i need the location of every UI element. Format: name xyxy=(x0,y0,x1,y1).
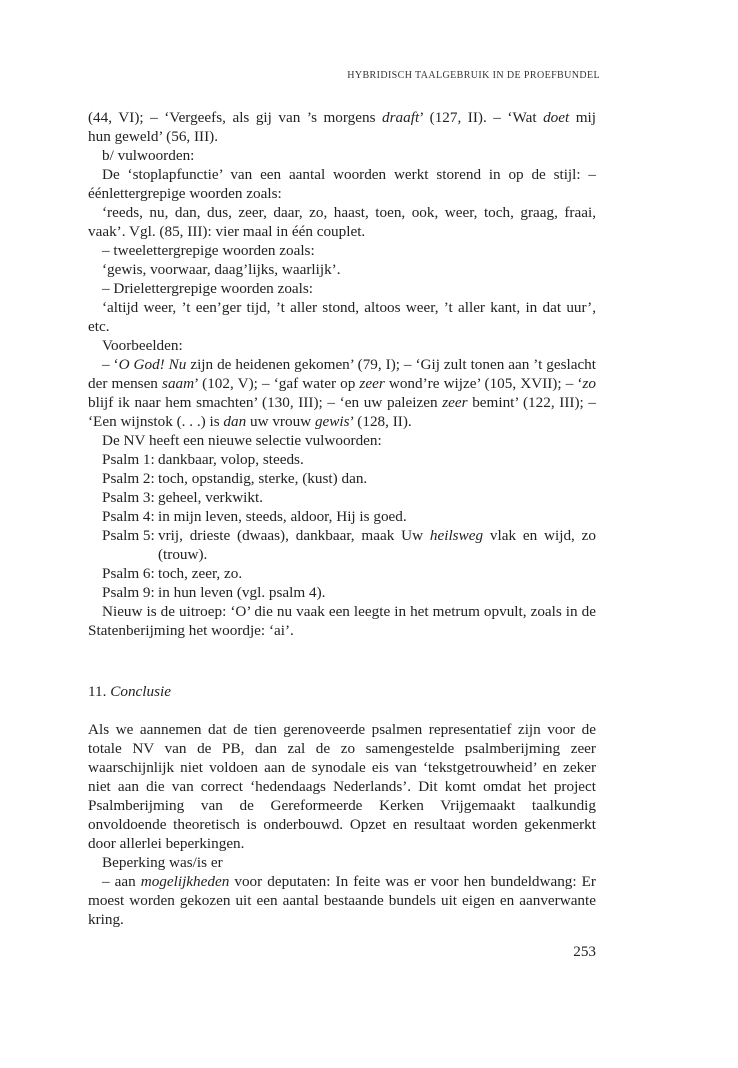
bisyllabic-heading: – tweelettergrepige woorden zoals: xyxy=(102,242,315,259)
psalm-italic: heilsweg xyxy=(429,527,484,544)
section-heading xyxy=(88,682,171,701)
paragraph-stoplap: De ‘stoplapfunctie’ van een aantal woorden werkt storend in op de stijl: – éénlettergrepige woorden zoals: xyxy=(88,166,596,202)
nv-intro: De NV heeft een nieuwe selectie vulwoorden: xyxy=(102,432,382,449)
example-text: wond’re wijze’ (105, XVII); – ‘ xyxy=(384,375,583,392)
example-text: zijn de heidenen gekomen’ (79, I); – ‘Gij zult tonen aan ’t geslacht der mensen xyxy=(88,356,596,392)
citation-text: mij xyxy=(569,109,596,126)
psalm-label: Psalm 9: xyxy=(102,584,155,601)
psalm-words: geheel, verkwikt. xyxy=(158,489,264,506)
example-text: ’ (102, V); – ‘gaf water op xyxy=(194,375,360,392)
psalm-words: dankbaar, volop, steeds. xyxy=(158,451,304,468)
citation-italic: doet xyxy=(543,109,570,126)
restriction-italic: mogelijkheden xyxy=(140,873,230,890)
psalm-label: Psalm 5: xyxy=(102,527,155,544)
psalm-words: in mijn leven, steeds, aldoor, Hij is goed. xyxy=(158,508,407,525)
restriction-text: voor deputaten: In feite was er voor hen bundeldwang: Er moest worden gekozen uit een aantal bestaande bundels uit eigen en aanverwante kring. xyxy=(88,873,596,928)
example-italic: zeer xyxy=(442,394,468,411)
body-text-conclusion xyxy=(88,720,596,929)
psalm-row xyxy=(88,526,596,564)
page-number: 253 xyxy=(573,943,596,960)
restriction-text: – aan xyxy=(102,873,141,890)
examples-heading: Voorbeelden: xyxy=(102,337,183,354)
citation-line xyxy=(88,108,596,127)
psalm-row xyxy=(88,488,596,507)
psalm-words: toch, opstandig, sterke, (kust) dan. xyxy=(158,470,368,487)
psalm-row xyxy=(88,583,596,602)
psalm-words: toch, zeer, zo. xyxy=(158,565,243,582)
psalm-words: in hun leven (vgl. psalm 4). xyxy=(158,584,326,601)
conclusion-paragraph: Als we aannemen dat de tien gerenoveerde psalmen representatief zijn voor de totale NV van de PB, dan zal de zo samengestelde psalmberijming zeer waarschijnlijk niet voldoen aan de synodale eis van ‘tekstgetrouwheid’ en zeker niet aan die van correct ‘hedendaags Nederlands’. Dit komt omdat het project Psalmberijming van de Gereformeerde Kerken Vrijgemaakt taalkundig onvoldoende theoretisch is onderbouwd. Opzet en resultaat worden gekenmerkt door allerlei beperkingen. xyxy=(88,721,596,852)
example-text: – ‘ xyxy=(102,356,119,373)
examples-paragraph xyxy=(88,355,596,431)
citation-text: (44, VI); – ‘Vergeefs, als gij van ’s morgens xyxy=(88,109,383,126)
restriction-paragraph xyxy=(88,872,596,929)
citation-line-end: hun geweld’ (56, III). xyxy=(88,128,219,145)
psalm-row xyxy=(88,469,596,488)
body-text-top xyxy=(88,108,596,640)
example-italic: saam xyxy=(162,375,195,392)
psalm-text: vrij, drieste (dwaas), dankbaar, maak Uw xyxy=(158,527,430,544)
psalm-words xyxy=(158,526,596,564)
running-head: HYBRIDISCH TAALGEBRUIK IN DE PROEFBUNDEL xyxy=(347,70,600,81)
example-italic: O God! Nu xyxy=(118,356,187,373)
example-text: ’ (128, II). xyxy=(349,413,412,430)
psalm-row xyxy=(88,564,596,583)
psalm-label: Psalm 3: xyxy=(102,489,155,506)
example-text: blijf ik naar hem smachten’ (130, III); – ‘en uw paleizen xyxy=(88,394,443,411)
psalm-text: vlak en wijd, zo (trouw). xyxy=(158,527,597,563)
section-title: Conclusie xyxy=(110,683,171,700)
citation-italic: draaft xyxy=(382,109,420,126)
closing-paragraph: Nieuw is de uitroep: ‘O’ die nu vaak een leegte in het metrum opvult, zoals in de Statenberijming het woordje: ‘ai’. xyxy=(88,603,596,639)
citation-text: ’ (127, II). – ‘Wat xyxy=(419,109,544,126)
psalm-label: Psalm 2: xyxy=(102,470,155,487)
example-italic: gewis xyxy=(314,413,350,430)
psalm-label: Psalm 4: xyxy=(102,508,155,525)
psalm-row xyxy=(88,450,596,469)
example-italic: zeer xyxy=(359,375,385,392)
trisyllabic-heading: – Drielettergrepige woorden zoals: xyxy=(102,280,314,297)
example-text: uw vrouw xyxy=(246,413,315,430)
example-italic: zo xyxy=(582,375,596,392)
restriction-intro: Beperking was/is er xyxy=(102,854,223,871)
paragraph-monosyllabic: ‘reeds, nu, dan, dus, zeer, daar, zo, haast, toen, ook, weer, toch, graag, fraai, vaak’. Vgl. (85, III): vier maal in één couplet. xyxy=(88,204,596,240)
example-italic: dan xyxy=(223,413,247,430)
example-text: bemint’ (122, III); – ‘Een wijnstok (. . .) is xyxy=(88,394,596,430)
section-number: 11. xyxy=(88,683,107,700)
psalm-label: Psalm 6: xyxy=(102,565,155,582)
subheading-vulwoorden: b/ vulwoorden: xyxy=(102,147,195,164)
psalm-label: Psalm 1: xyxy=(102,451,155,468)
psalm-row xyxy=(88,507,596,526)
bisyllabic-words: ‘gewis, voorwaar, daag’lijks, waarlijk’. xyxy=(102,261,341,278)
trisyllabic-words: ‘altijd weer, ’t een’ger tijd, ’t aller stond, altoos weer, ’t aller kant, in dat uur’, etc. xyxy=(88,299,596,335)
